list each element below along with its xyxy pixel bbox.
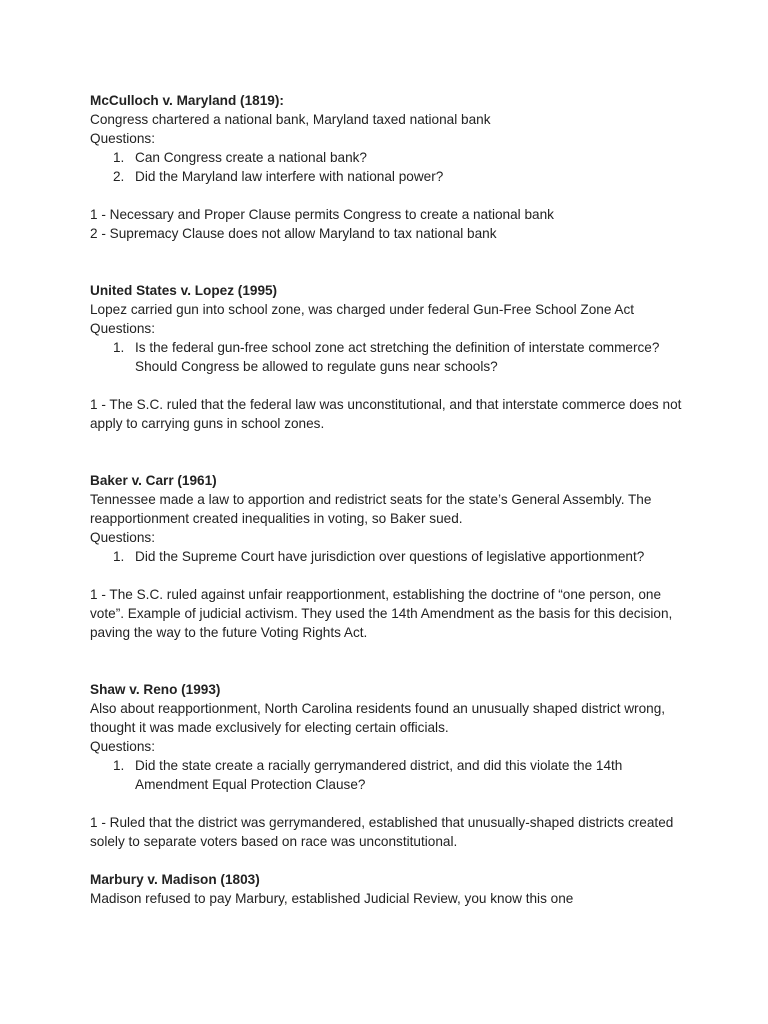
question-text: Is the federal gun-free school zone act stretching the definition of interstate commerce? Should Congress be allowed to regulate guns near schools? <box>135 340 660 374</box>
case-marbury <box>90 870 690 908</box>
questions-label: Questions: <box>90 530 155 545</box>
spacer <box>90 243 690 281</box>
document-page <box>90 91 690 908</box>
questions-label: Questions: <box>90 131 155 146</box>
questions-list <box>90 547 690 566</box>
case-shaw <box>90 680 690 851</box>
case-summary: Lopez carried gun into school zone, was charged under federal Gun-Free School Zone Act <box>90 302 635 317</box>
case-title: Marbury v. Madison (1803) <box>90 872 260 887</box>
question-text: Did the state create a racially gerrymandered district, and did this violate the 14th Amendment Equal Protection Clause? <box>135 758 623 792</box>
question-item <box>90 338 690 376</box>
spacer <box>90 433 690 471</box>
answer-text: 1 - The S.C. ruled against unfair reapportionment, establishing the doctrine of “one person, one vote”. Example of judicial activism. They used the 14th Amendment as the basis for this decision, paving the way to the future Voting Rights Act. <box>90 587 673 640</box>
case-lopez <box>90 281 690 433</box>
question-text: Did the Supreme Court have jurisdiction over questions of legislative apportionment? <box>135 549 645 564</box>
case-title: McCulloch v. Maryland (1819): <box>90 93 284 108</box>
question-item <box>90 167 690 186</box>
question-number: 1. <box>113 340 125 355</box>
question-number: 1. <box>113 150 125 165</box>
answer-text: 1 - The S.C. ruled that the federal law was unconstitutional, and that interstate commerce does not apply to carrying guns in school zones. <box>90 397 682 431</box>
case-title: Baker v. Carr (1961) <box>90 473 217 488</box>
answer-text: 1 - Ruled that the district was gerrymandered, established that unusually-shaped districts created solely to separate voters based on race was unconstitutional. <box>90 815 674 849</box>
question-item <box>90 547 690 566</box>
case-title: United States v. Lopez (1995) <box>90 283 278 298</box>
case-summary: Tennessee made a law to apportion and redistrict seats for the state’s General Assembly. The reapportionment created inequalities in voting, so Baker sued. <box>90 492 652 526</box>
questions-list <box>90 756 690 794</box>
questions-label: Questions: <box>90 739 155 754</box>
question-number: 1. <box>113 758 125 773</box>
question-text: Did the Maryland law interfere with national power? <box>135 169 444 184</box>
questions-label: Questions: <box>90 321 155 336</box>
question-number: 1. <box>113 549 125 564</box>
case-title: Shaw v. Reno (1993) <box>90 682 221 697</box>
answers <box>90 395 690 433</box>
answers <box>90 813 690 851</box>
case-summary: Also about reapportionment, North Carolina residents found an unusually shaped district wrong, thought it was made exclusively for electing certain officials. <box>90 701 666 735</box>
spacer <box>90 642 690 680</box>
answer-text: 2 - Supremacy Clause does not allow Maryland to tax national bank <box>90 226 497 241</box>
questions-list <box>90 148 690 186</box>
spacer <box>90 794 690 813</box>
case-baker <box>90 471 690 642</box>
spacer <box>90 376 690 395</box>
case-summary: Congress chartered a national bank, Maryland taxed national bank <box>90 112 491 127</box>
case-summary: Madison refused to pay Marbury, established Judicial Review, you know this one <box>90 891 574 906</box>
spacer <box>90 566 690 585</box>
answers <box>90 205 690 243</box>
question-item <box>90 756 690 794</box>
question-item <box>90 148 690 167</box>
spacer <box>90 851 690 870</box>
question-text: Can Congress create a national bank? <box>135 150 367 165</box>
question-number: 2. <box>113 169 125 184</box>
answer-text: 1 - Necessary and Proper Clause permits Congress to create a national bank <box>90 207 554 222</box>
spacer <box>90 186 690 205</box>
case-mcculloch <box>90 91 690 243</box>
answers <box>90 585 690 642</box>
questions-list <box>90 338 690 376</box>
